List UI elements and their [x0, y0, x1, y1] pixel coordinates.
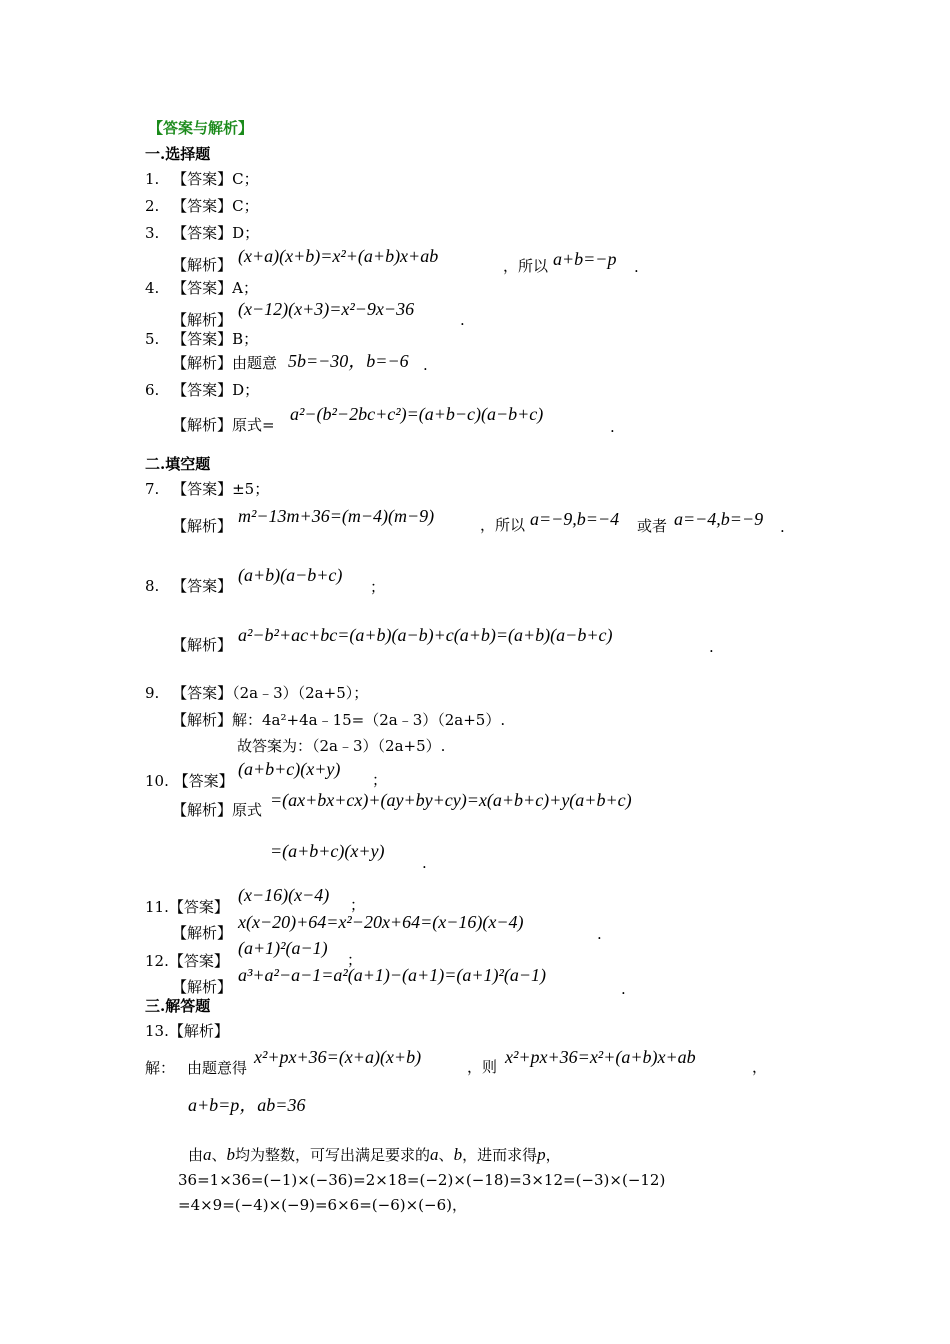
period: . [597, 925, 602, 943]
question-number: 6. [145, 381, 160, 399]
q6-explanation-equation: a²−(b²−2bc+c²)=(a+b−c)(a−b+c) [290, 404, 544, 424]
period: . [709, 638, 714, 656]
question-number: 13. [145, 1022, 169, 1040]
answer-value: A； [232, 279, 258, 297]
q7-explanation-or: 或者 [637, 517, 668, 535]
question-number: 5. [145, 330, 160, 348]
answer-label: 【答案】 [172, 381, 233, 399]
text: ，进而求得 [462, 1146, 538, 1164]
q7-explanation-result-2: a=−4,b=−9 [674, 509, 764, 529]
explanation-label: 【解析】 [172, 801, 233, 819]
question-13 [145, 1024, 229, 1039]
question-number: 12. [145, 952, 169, 970]
variable-a: a [430, 1145, 439, 1164]
answer-label: 【答案】 [172, 330, 233, 348]
question-1 [145, 172, 259, 187]
period: . [621, 980, 626, 998]
question-9 [145, 686, 368, 701]
question-number: 11. [145, 898, 169, 916]
answer-label: 【答案】 [168, 898, 229, 916]
q13-equation-1: x²+px+36=(x+a)(x+b) [254, 1047, 422, 1067]
explanation-label: 【解析】 [172, 924, 233, 942]
text: ， [545, 1146, 561, 1164]
explanation-label: 【解析】 [172, 978, 233, 996]
question-number: 4. [145, 279, 160, 297]
q3-explanation-connector: ，所以 [503, 257, 549, 275]
q4-explanation-equation: (x−12)(x+3)=x²−9x−36 [238, 299, 415, 319]
q8-explanation-equation: a²−b²+ac+bc=(a+b)(a−b)+c(a+b)=(a+b)(a−b+c) [238, 625, 613, 645]
explanation-prefix: 原式 [232, 801, 263, 819]
answer-label: 【答案】 [172, 279, 233, 297]
q3-explanation-equation: (x+a)(x+b)=x²+(a+b)x+ab [238, 246, 439, 266]
explanation-prefix: 由题意 [232, 354, 278, 372]
period: . [634, 258, 639, 276]
explanation-prefix: 原式= [232, 416, 275, 434]
q13-equation-2: x²+px+36=x²+(a+b)x+ab [505, 1047, 696, 1067]
text: 、 [211, 1146, 227, 1164]
question-number: 8. [145, 577, 160, 595]
q12-answer-equation: (a+1)²(a−1) [238, 938, 328, 958]
explanation-label: 【解析】 [172, 636, 233, 654]
answer-value: C； [232, 170, 259, 188]
question-number: 3. [145, 224, 160, 242]
answer-label: 【答案】 [172, 170, 233, 188]
q7-explanation-result-1: a=−9,b=−4 [530, 509, 620, 529]
answer-value: （2a﹣3）（2a+5）； [232, 684, 369, 702]
period: . [460, 311, 465, 329]
explanation-label: 【解析】 [172, 416, 233, 434]
section-heading-choice: 一.选择题 [145, 145, 211, 163]
q13-equation-3: a+b=p，ab=36 [188, 1095, 306, 1115]
q10-explanation-equation-2: =(a+b+c)(x+y) [270, 841, 385, 861]
q7-explanation-connector: ，所以 [480, 516, 526, 534]
q12-explanation-equation: a³+a²−a−1=a²(a+1)−(a+1)=(a+1)²(a−1) [238, 965, 547, 985]
semicolon: ； [370, 578, 386, 596]
period: . [610, 418, 615, 436]
text: 均为整数，可写出满足要求的 [235, 1146, 431, 1164]
answer-label: 【答案】 [173, 772, 234, 790]
q11-answer-equation: (x−16)(x−4) [238, 885, 330, 905]
question-10 [145, 774, 234, 789]
question-2 [145, 199, 259, 214]
question-12 [145, 954, 229, 969]
question-5 [145, 332, 258, 347]
explanation-label: 【解析】 [172, 354, 233, 372]
q5-explanation-equation: 5b=−30，b=−6 [288, 351, 409, 371]
explanation-line-1: 解：4a²+4a﹣15=（2a﹣3）（2a+5）. [232, 711, 506, 729]
explanation-label: 【解析】 [172, 517, 233, 535]
answer-value: C； [232, 197, 259, 215]
q6-explanation [172, 418, 275, 433]
question-11 [145, 900, 229, 915]
question-number: 7. [145, 480, 160, 498]
answer-value: D； [232, 224, 260, 242]
q13-line-4 [188, 1146, 561, 1163]
answer-section-title: 【答案与解析】 [148, 119, 254, 137]
q11-explanation-equation: x(x−20)+64=x²−20x+64=(x−16)(x−4) [238, 912, 524, 932]
question-number: 10. [145, 772, 169, 790]
question-number: 9. [145, 684, 160, 702]
answer-label: 【答案】 [172, 480, 233, 498]
answer-value: D； [232, 381, 260, 399]
answer-value: B； [232, 330, 259, 348]
answer-label: 【答案】 [172, 684, 233, 702]
q7-explanation-equation: m²−13m+36=(m−4)(m−9) [238, 506, 435, 526]
semicolon: ； [350, 896, 366, 914]
q13-text-1: 由题意得 [187, 1059, 248, 1077]
q9-explanation [172, 713, 505, 728]
period: . [780, 518, 785, 536]
question-number: 1. [145, 170, 160, 188]
answer-label: 【答案】 [172, 197, 233, 215]
explanation-label: 【解析】 [172, 311, 233, 329]
q13-line-6: =4×9=(−4)×(−9)=6×6=(−6)×(−6)， [178, 1196, 467, 1214]
q10-explanation [172, 803, 262, 818]
semicolon: ； [372, 771, 388, 789]
answer-label: 【答案】 [172, 224, 233, 242]
variable-p: p [537, 1145, 546, 1164]
answer-label: 【答案】 [172, 577, 233, 595]
answer-value: ±5； [232, 480, 270, 498]
period: . [423, 356, 428, 374]
text: 、 [438, 1146, 454, 1164]
question-number: 2. [145, 197, 160, 215]
question-4 [145, 281, 258, 296]
q9-explanation-line-2: 故答案为：（2a﹣3）（2a+5）. [237, 737, 446, 755]
q3-explanation-result: a+b=−p [553, 249, 617, 269]
q10-answer-equation: (a+b+c)(x+y) [238, 759, 341, 779]
question-8 [145, 579, 232, 594]
explanation-label: 【解析】 [172, 256, 233, 274]
q13-solution-prefix: 解： [145, 1059, 176, 1077]
variable-b: b [226, 1145, 236, 1164]
section-heading-fill: 二.填空题 [145, 455, 211, 473]
q13-text-3: ， [752, 1058, 768, 1076]
period: . [422, 854, 427, 872]
q13-line-5: 36=1×36=(−1)×(−36)=2×18=(−2)×(−18)=3×12=(−3)×(−12) [178, 1171, 666, 1189]
semicolon: ； [347, 951, 363, 969]
section-heading-solution: 三.解答题 [145, 997, 211, 1015]
q10-explanation-equation: =(ax+bx+cx)+(ay+by+cy)=x(a+b+c)+y(a+b+c) [270, 790, 632, 810]
explanation-label: 【解析】 [168, 1022, 229, 1040]
q8-answer-equation: (a+b)(a−b+c) [238, 565, 343, 585]
text: 由 [188, 1146, 204, 1164]
question-7 [145, 482, 269, 497]
answer-label: 【答案】 [168, 952, 229, 970]
q5-explanation [172, 356, 277, 371]
question-3 [145, 226, 259, 241]
q13-text-2: ，则 [467, 1058, 498, 1076]
explanation-label: 【解析】 [172, 711, 233, 729]
variable-b: b [453, 1145, 463, 1164]
question-6 [145, 383, 259, 398]
variable-a: a [203, 1145, 212, 1164]
